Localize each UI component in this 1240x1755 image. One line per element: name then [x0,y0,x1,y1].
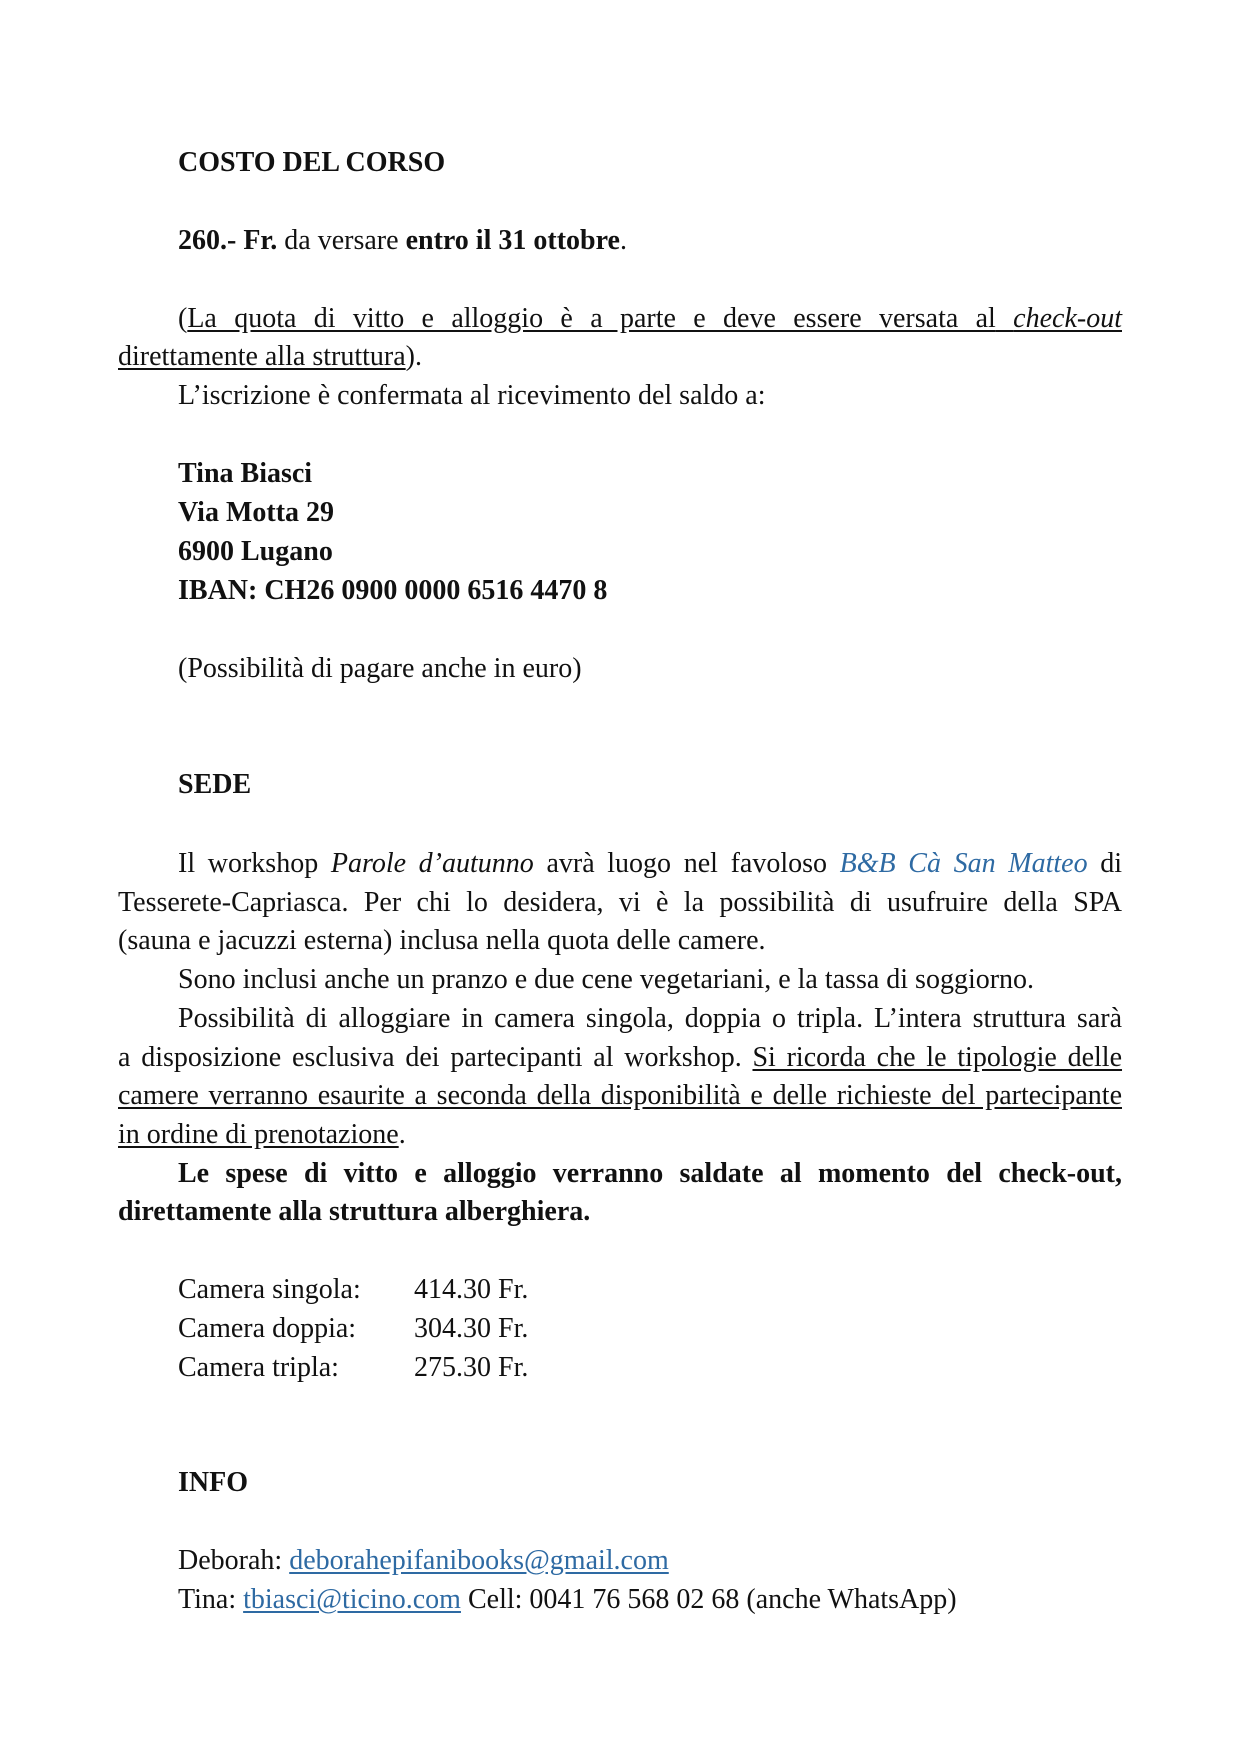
confirmation-text: L’iscrizione è confermata al ricevimento del saldo a: [178,380,766,411]
venue-link[interactable]: B&B Cà San Matteo [839,848,1088,879]
venue-line-3: (sauna e jacuzzi esterna) inclusa nella quota delle camere. [118,925,766,956]
contact-deborah: Deborah: deborahepifanibooks@gmail.com [178,1545,669,1576]
section-heading-costo: COSTO DEL CORSO [178,147,446,178]
price-line: 260.- Fr. da versare entro il 31 ottobre. [178,225,627,256]
workshop-title: Parole d’autunno [330,848,534,879]
room-price: 275.30 Fr. [414,1352,529,1383]
tina-phone: Cell: 0041 76 568 02 68 (anche WhatsApp) [460,1584,957,1615]
payment-note-line-2: direttamente alla struttura). [118,341,422,372]
room-label: Camera doppia: [178,1313,357,1344]
contact-tina: Tina: tbiasci@ticino.com Cell: 0041 76 568 02 68 (anche WhatsApp) [178,1584,957,1615]
payment-checkout-line-2: direttamente alla struttura alberghiera. [118,1196,591,1227]
venue-line-1: Il workshop Parole d’autunno avrà luogo nel favoloso B&B Cà San Matteo di [178,848,1123,879]
euro-note: (Possibilità di pagare anche in euro) [178,653,582,684]
price: 260.- Fr. [178,225,278,256]
recipient-name: Tina Biasci [178,458,313,489]
room-label: Camera singola: [178,1274,361,1305]
payment-checkout-line-1: Le spese di vitto e alloggio verranno saldate al momento del check-out, [178,1158,1122,1189]
tina-email-link[interactable]: tbiasci@ticino.com [243,1584,461,1615]
deadline: entro il 31 ottobre [405,225,620,256]
room-label: Camera tripla: [178,1352,339,1383]
recipient-street: Via Motta 29 [178,497,335,528]
recipient-city: 6900 Lugano [178,536,333,567]
section-heading-info: INFO [178,1467,248,1498]
recipient-iban: IBAN: CH26 0900 0000 6516 4470 8 [178,575,608,606]
rooms-line-1: Possibilità di alloggiare in camera singola, doppia o tripla. L’intera struttura sarà [178,1003,1122,1034]
room-price-row [178,1271,529,1309]
inclusions-text: Sono inclusi anche un pranzo e due cene vegetariani, e la tassa di soggiorno. [178,964,1035,995]
rooms-line-3: camere verranno esaurite a seconda della disponibilità e delle richieste del partecipante [118,1080,1122,1111]
venue-line-2: Tesserete-Capriasca. Per chi lo desidera, vi è la possibilità di usufruire della SPA [118,887,1122,918]
rooms-line-2: a disposizione esclusiva dei partecipanti al workshop. Si ricorda che le tipologie delle [118,1042,1123,1073]
payment-note-line-1: (La quota di vitto e alloggio è a parte e deve essere versata al check-out [178,303,1122,334]
room-price: 304.30 Fr. [414,1313,529,1344]
room-price: 414.30 Fr. [414,1274,529,1305]
rooms-line-4: in ordine di prenotazione. [118,1119,406,1150]
section-heading-sede: SEDE [178,769,252,800]
deborah-email-link[interactable]: deborahepifanibooks@gmail.com [289,1545,669,1576]
room-price-row [178,1349,529,1387]
room-price-row [178,1310,529,1348]
